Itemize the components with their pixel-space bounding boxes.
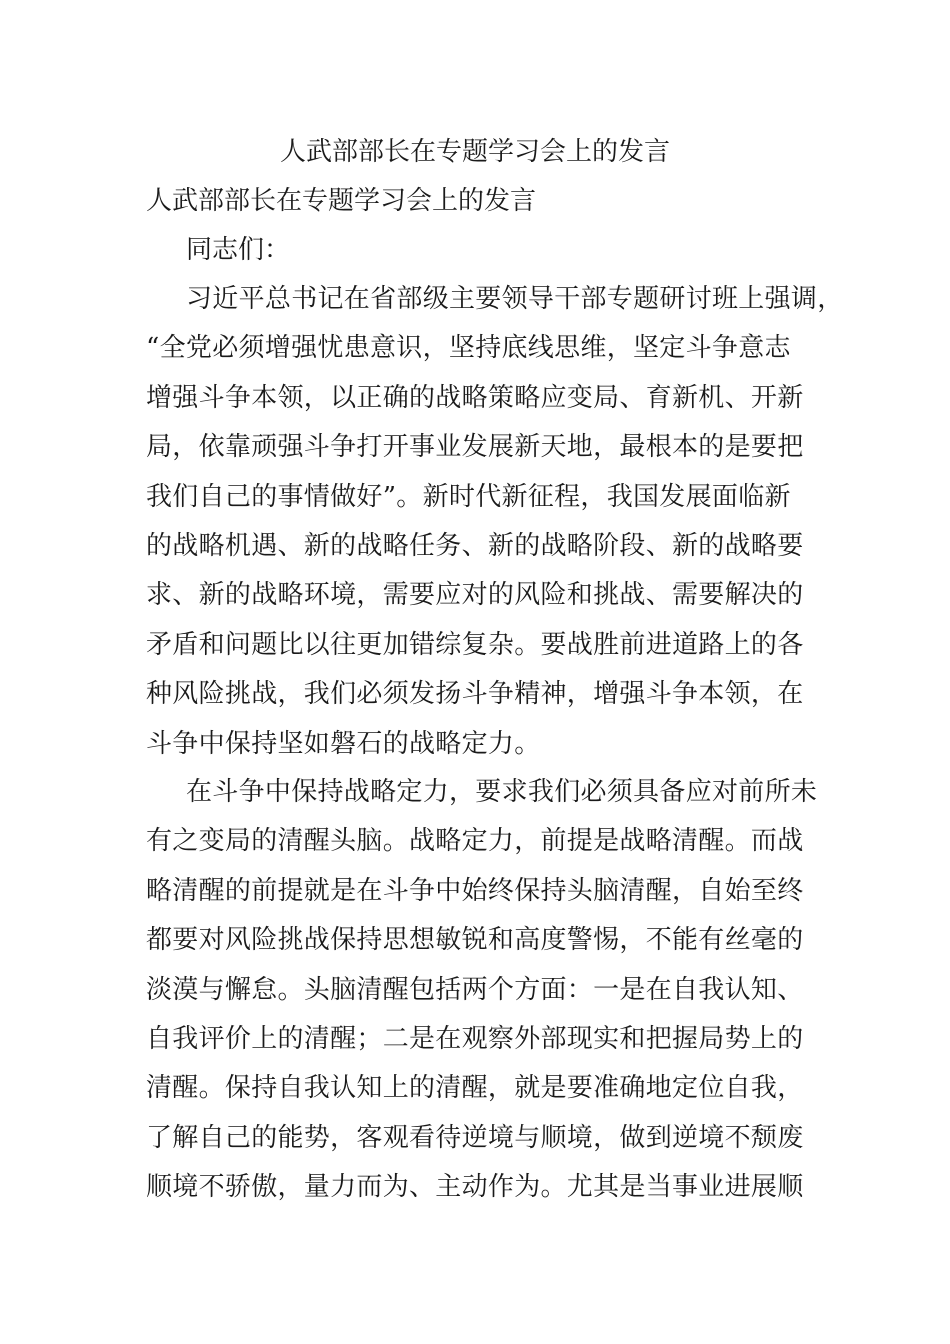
paragraph-line: 都要对风险挑战保持思想敏锐和高度警惕，不能有丝毫的 xyxy=(146,925,804,956)
paragraph-line: 的战略机遇、新的战略任务、新的战略阶段、新的战略要 xyxy=(146,530,804,561)
paragraph-line: 我们自己的事情做好”。新时代新征程，我国发展面临新 xyxy=(146,481,791,512)
salutation: 同志们： xyxy=(186,235,291,265)
paragraph-line: 自我评价上的清醒；二是在观察外部现实和把握局势上的 xyxy=(146,1023,804,1054)
paragraph-line: 清醒。保持自我认知上的清醒，就是要准确地定位自我， xyxy=(146,1073,804,1104)
document-subtitle: 人武部部长在专题学习会上的发言 xyxy=(146,186,537,216)
paragraph-line: 求、新的战略环境，需要应对的风险和挑战、需要解决的 xyxy=(146,580,804,611)
paragraph-line: 局，依靠顽强斗争打开事业发展新天地，最根本的是要把 xyxy=(146,432,804,463)
paragraph-line: 增强斗争本领，以正确的战略策略应变局、育新机、开新 xyxy=(146,382,804,413)
paragraph-line: 习近平总书记在省部级主要领导干部专题研讨班上强调， xyxy=(186,284,844,314)
paragraph-line: 在斗争中保持战略定力，要求我们必须具备应对前所未 xyxy=(186,777,818,807)
document-title: 人武部部长在专题学习会上的发言 xyxy=(279,137,670,167)
paragraph-line: “全党必须增强忧患意识，坚持底线思维，坚定斗争意志 xyxy=(146,333,791,364)
paragraph-1 xyxy=(146,281,844,775)
paragraph-line: 了解自己的能势，客观看待逆境与顺境，做到逆境不颓废 xyxy=(146,1122,804,1153)
paragraph-line: 斗争中保持坚如磐石的战略定力。 xyxy=(146,728,541,759)
paragraph-line: 顺境不骄傲，量力而为、主动作为。尤其是当事业进展顺 xyxy=(146,1172,804,1203)
paragraph-line: 有之变局的清醒头脑。战略定力，前提是战略清醒。而战 xyxy=(146,826,804,857)
paragraph-line: 略清醒的前提就是在斗争中始终保持头脑清醒，自始至终 xyxy=(146,875,804,906)
paragraph-line: 种风险挑战，我们必须发扬斗争精神，增强斗争本领，在 xyxy=(146,679,804,710)
paragraph-line: 淡漠与懈怠。头脑清醒包括两个方面：一是在自我认知、 xyxy=(146,974,804,1005)
paragraph-line: 矛盾和问题比以往更加错综复杂。要战胜前进道路上的各 xyxy=(146,629,804,660)
paragraph-2 xyxy=(146,774,817,1219)
